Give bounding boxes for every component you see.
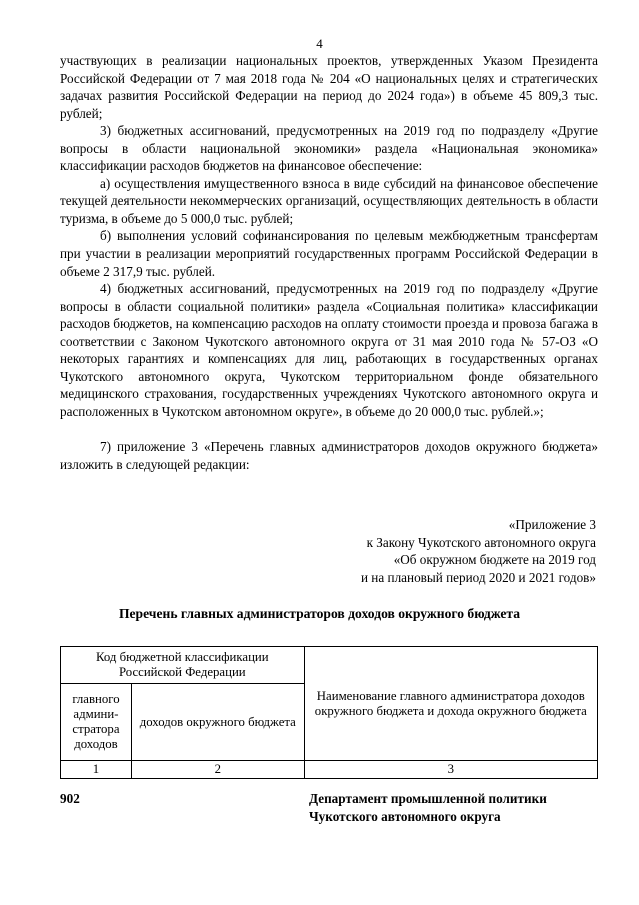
header-col1-cell: главного админи-стратора доходов: [61, 684, 132, 761]
administrator-code: 902: [60, 791, 80, 806]
col-number-1: 1: [61, 761, 132, 779]
paragraph-continuation: участвующих в реализации национальных проектов, утвержденных Указом Президента Российской Федерации от 7 мая 2018 года № 204 «О национальных целях и стратегических задачах развития Российской Федерации на период до 2024 года») в объеме 45 809,3 тыс. рублей;: [60, 53, 598, 121]
appendix-line-4: и на плановый период 2020 и 2021 годов»: [360, 569, 596, 585]
appendix-line-2: к Закону Чукотского автономного округа: [366, 534, 596, 550]
header-col2-cell: доходов окружного бюджета: [131, 684, 304, 761]
document-body: [60, 52, 598, 474]
header-group-cell: Код бюджетной классификации Российской Федерации: [61, 647, 305, 684]
page-number: 4: [316, 36, 323, 51]
table-number-row: [61, 761, 598, 779]
appendix-line-1: «Приложение 3: [508, 517, 596, 532]
document-title: Перечень главных администраторов доходов окружного бюджета: [118, 606, 521, 621]
administrator-name: Департамент промышленной политики Чукотского автономного округа: [309, 791, 547, 824]
table-header-row-1: [61, 647, 598, 684]
col-number-2: 2: [131, 761, 304, 779]
paragraph-item-7: 7) приложение 3 «Перечень главных администраторов доходов окружного бюджета» изложить в следующей редакции:: [60, 439, 598, 473]
appendix-header: [300, 516, 596, 586]
paragraph-item-3: 3) бюджетных ассигнований, предусмотренных на 2019 год по подразделу «Другие вопросы в области национальной экономики» раздела «Национальная экономика» классификации расходов бюджетов на финансовое обеспечение:: [60, 123, 598, 174]
paragraph-gap: [60, 420, 598, 438]
appendix-line-3: «Об окружном бюджете на 2019 год: [393, 552, 596, 568]
paragraph-item-4: 4) бюджетных ассигнований, предусмотренных на 2019 год по подразделу «Другие вопросы в области социальной политики» раздела «Социальная политика» классификации расходов бюджетов, на компенсацию расходов на оплату стоимости проезда и провоза багажа в соответствии с Законом Чукотского автономного округа от 31 мая 2010 года № 57-ОЗ «О некоторых гарантиях и компенсациях для лиц, работающих в государственных органах Чукотского автономного округа, Чукотском территориальном фонде обязательного медицинского страхования, государственных учреждениях Чукотского автономного округа и расположенных в Чукотском автономном округе», в объеме до 20 000,0 тыс. рублей.»;: [60, 281, 598, 419]
col-number-3: 3: [304, 761, 597, 779]
paragraph-item-3b: б) выполнения условий софинансирования по целевым межбюджетным трансфертам при участии в реализации мероприятий государственных программ Российской Федерации в объеме 2 317,9 тыс. рублей.: [60, 228, 598, 279]
paragraph-item-3a: а) осуществления имущественного взноса в виде субсидий на финансовое обеспечение текущей деятельности некоммерческих организаций, осуществляющих деятельность в области туризма, в объеме до 5 000,0 тыс. рублей;: [60, 175, 598, 226]
administrators-table: [60, 646, 598, 779]
header-col3-cell: Наименование главного администратора доходов окружного бюджета и дохода окружного бюджета: [304, 647, 597, 761]
